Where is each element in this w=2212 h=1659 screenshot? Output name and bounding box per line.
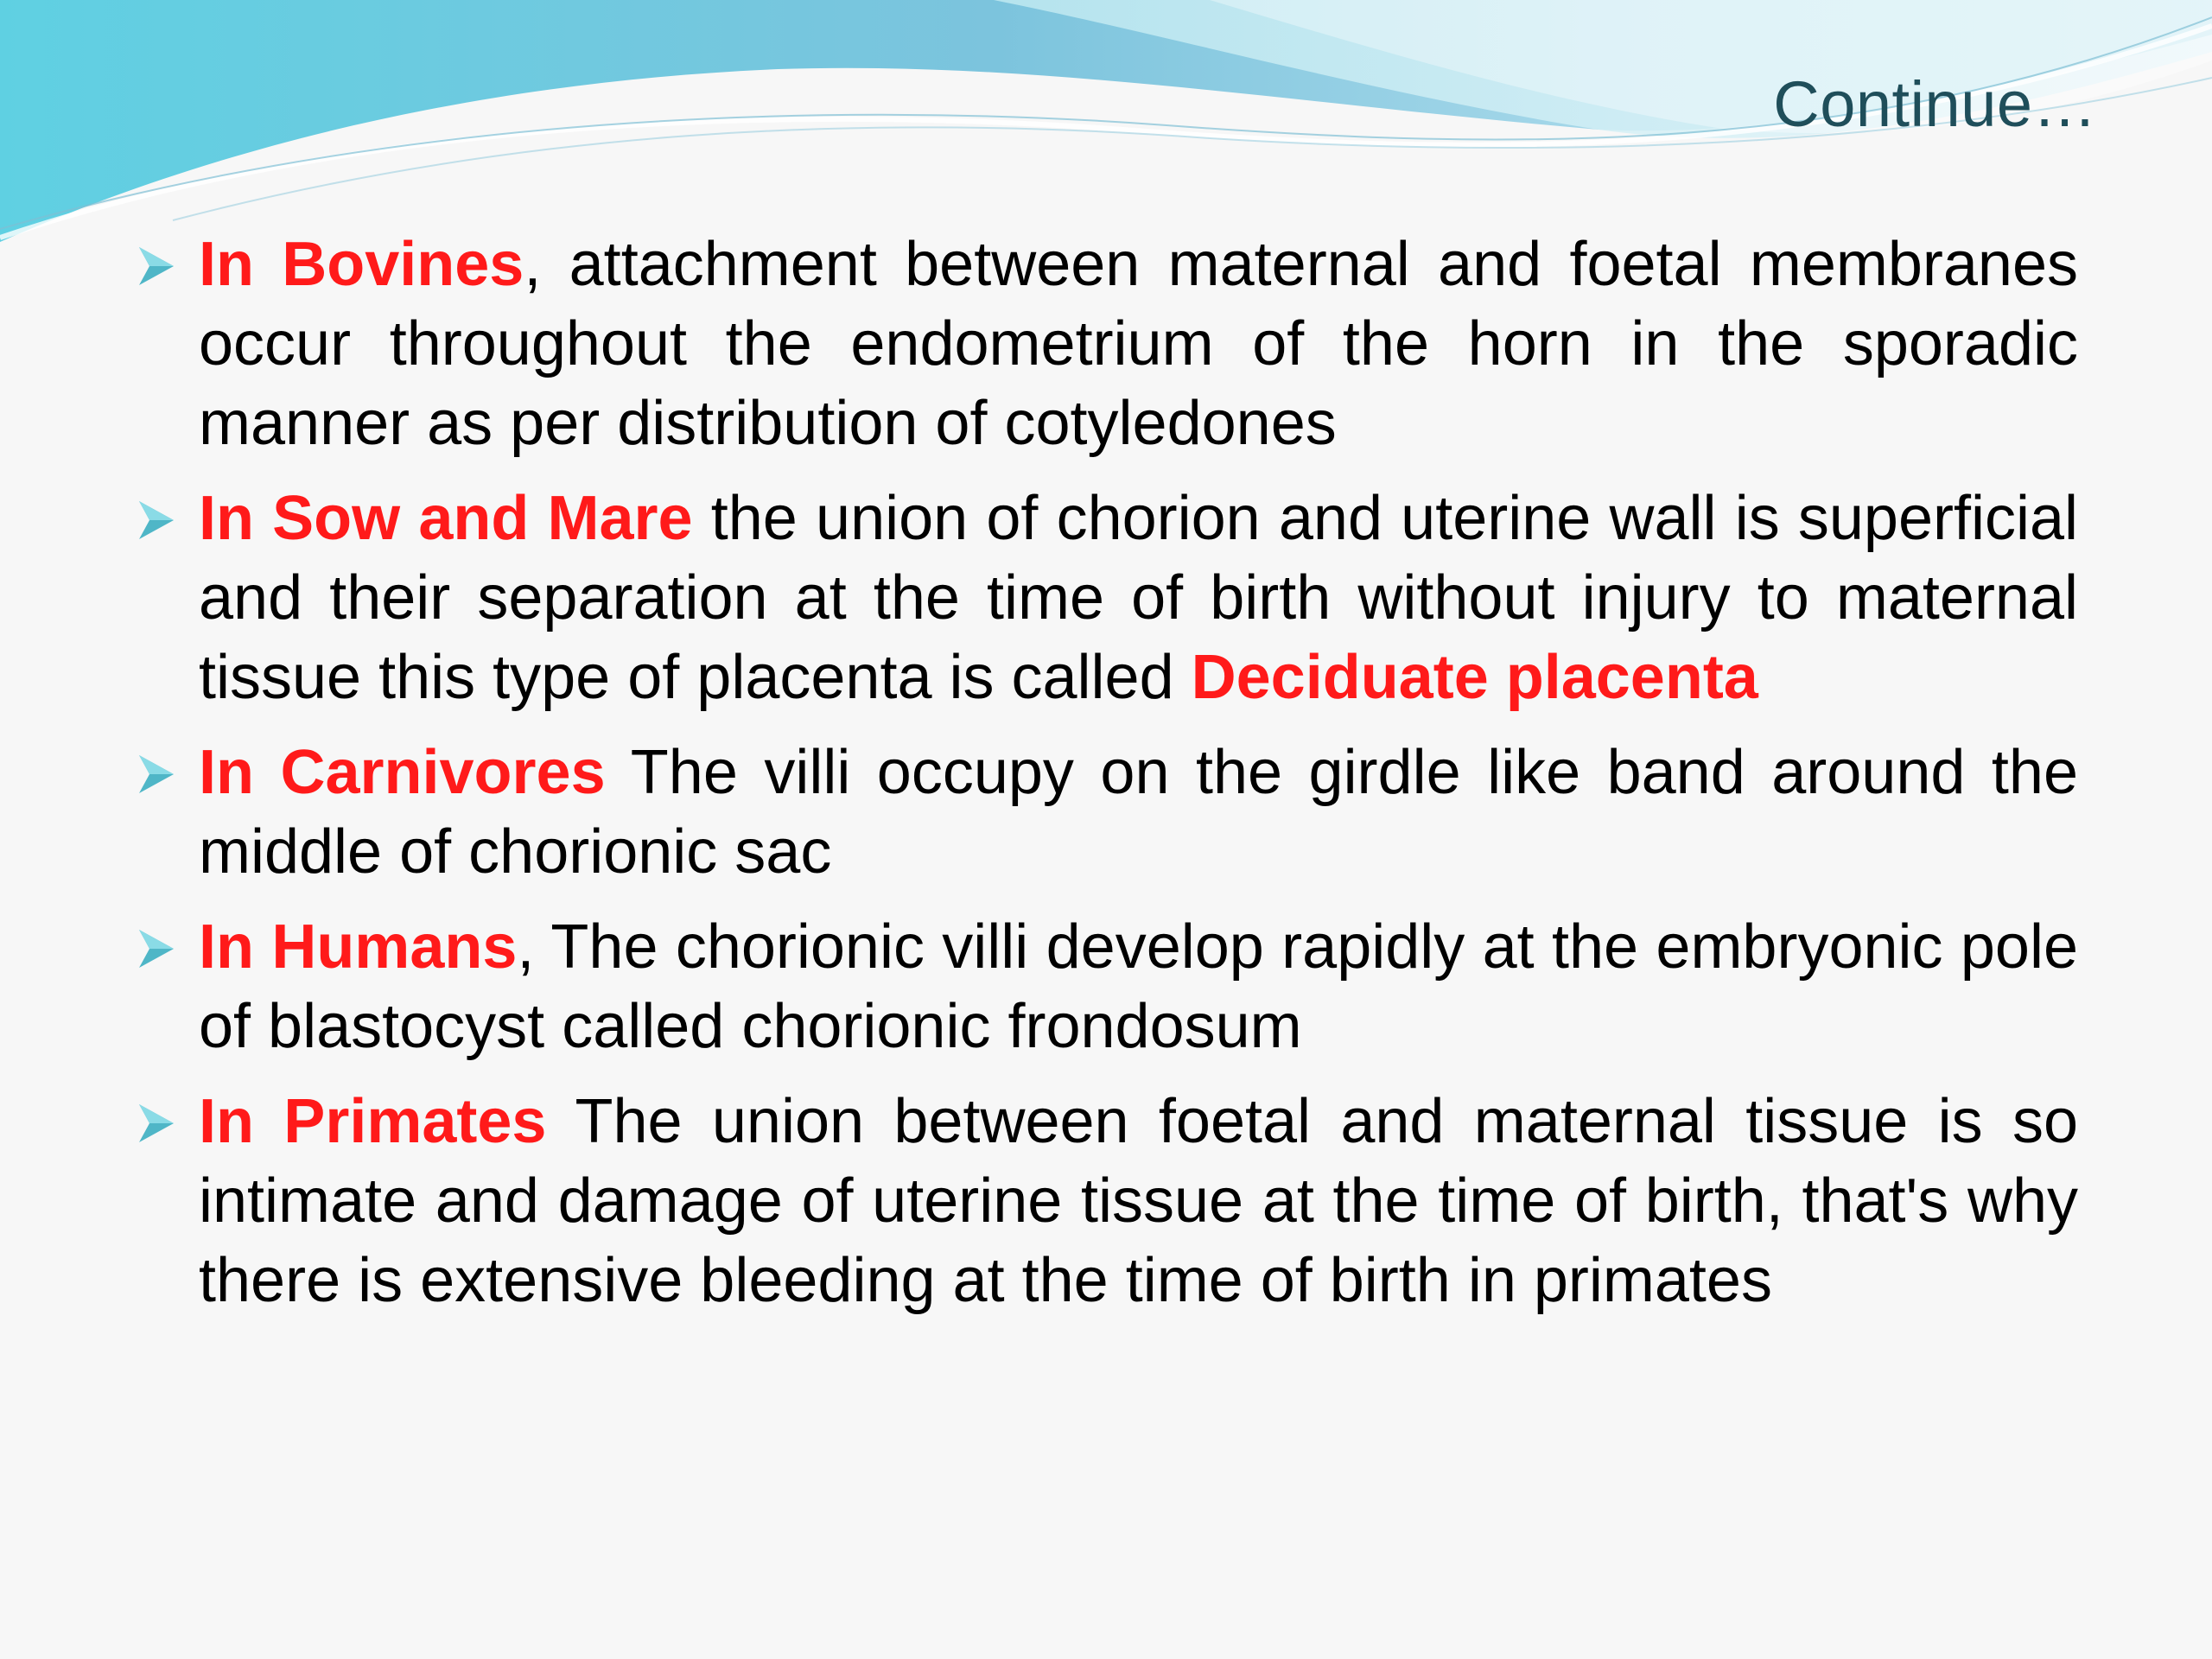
bullet-text: the union of chorion and uterine wall is superficial and their separation at the time of birth without injury to maternal tissue this type of placenta is called — [199, 484, 2078, 712]
bullet-text: The villi occupy on the girdle like band around the middle of chorionic sac — [199, 738, 2078, 887]
bullet-highlight-end: Deciduate placenta — [1191, 643, 1758, 712]
bullet-text: , attachment between maternal and foetal membranes occur throughout the endometrium of the horn in the sporadic manner as per distribution of cotyledones — [199, 230, 2078, 458]
bullet-humans — [134, 907, 2078, 1066]
arrow-bullet-icon — [134, 244, 179, 289]
slide-title: Continue… — [1773, 68, 2097, 140]
arrow-bullet-icon — [134, 752, 179, 797]
arrow-bullet-icon — [134, 926, 179, 971]
bullet-text: The union between foetal and maternal tissue is so intimate and damage of uterine tissue at the time of birth, that's why there is extensive bleeding at the time of birth in primates — [199, 1087, 2078, 1315]
bullet-carnivores — [134, 733, 2078, 892]
bullet-primates — [134, 1082, 2078, 1320]
bullet-highlight: In Carnivores — [199, 738, 606, 807]
bullet-bovines — [134, 225, 2078, 463]
bullet-sow-and-mare — [134, 479, 2078, 717]
arrow-bullet-icon — [134, 498, 179, 543]
bullet-text: , The chorionic villi develop rapidly at the embryonic pole of blastocyst called chorionic frondosum — [199, 912, 2078, 1061]
bullet-highlight: In Sow and Mare — [199, 484, 693, 553]
bullet-highlight: In Bovines — [199, 230, 524, 299]
bullet-highlight: In Primates — [199, 1087, 547, 1156]
bullet-highlight: In Humans — [199, 912, 518, 982]
bullet-list — [134, 225, 2078, 1336]
arrow-bullet-icon — [134, 1101, 179, 1146]
